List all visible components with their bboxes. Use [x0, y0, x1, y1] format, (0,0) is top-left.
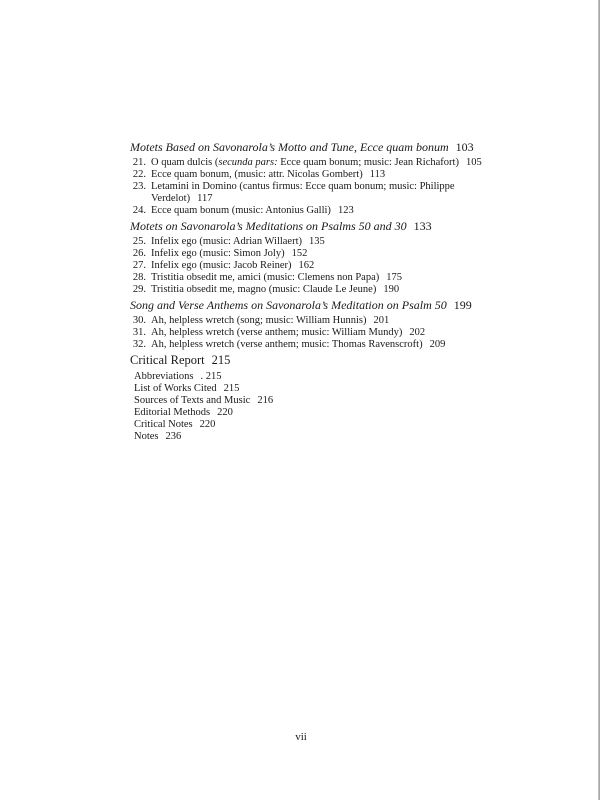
entry-page-number: 209	[429, 339, 446, 350]
entry-title: Infelix ego (music: Simon Joly)	[151, 248, 285, 259]
entry-title: Ecce quam bonum (music: Antonius Galli)	[151, 205, 331, 216]
entry-page-number: 202	[409, 327, 426, 338]
entry-title: Notes	[134, 431, 159, 442]
entry-number: 26.	[132, 248, 146, 259]
entry-page-number: 175	[386, 272, 403, 283]
entry-title: Abbreviations	[134, 371, 194, 382]
entry-page-number: 135	[309, 236, 325, 247]
entry-number: 32.	[132, 339, 146, 350]
entry-page-number: 215	[223, 383, 240, 394]
toc-entry-22	[130, 169, 530, 181]
toc-entry-29	[130, 284, 530, 296]
section-page-number: 103	[455, 140, 474, 154]
toc-entry-32	[130, 339, 530, 351]
section-heading-motets-meditations	[130, 219, 530, 234]
entry-number: 25.	[132, 236, 146, 247]
entry-title: Letamini in Domino (cantus firmus: Ecce quam bonum; music: Philippe Verdelot)	[151, 181, 455, 204]
entry-page-number: 162	[298, 260, 315, 271]
entry-title: Critical Notes	[134, 419, 193, 430]
entry-title: Ah, helpless wretch (verse anthem; music: William Mundy)	[151, 327, 403, 338]
toc-entry-abbreviations	[134, 371, 530, 383]
critical-report-entries	[130, 371, 530, 443]
entry-page-number: . 215	[200, 371, 222, 382]
section-title: Motets Based on Savonarola’s Motto and Tune, Ecce quam bonum	[130, 140, 449, 154]
entry-title: Ecce quam bonum, (music: attr. Nicolas Gombert)	[151, 169, 363, 180]
entry-page-number: 236	[165, 431, 182, 442]
entry-page-number: 113	[369, 169, 386, 180]
entry-page-number: 152	[291, 248, 308, 259]
entry-number: 22.	[132, 169, 146, 180]
entry-number: 23.	[132, 181, 146, 192]
entry-title: Sources of Texts and Music	[134, 395, 251, 406]
entry-title: Editorial Methods	[134, 407, 211, 418]
toc-entry-27	[130, 260, 530, 272]
section-heading-critical-report	[130, 353, 530, 368]
toc-entry-21	[130, 157, 530, 169]
entry-page-number: 190	[383, 284, 400, 295]
toc-entry-works-cited	[134, 383, 530, 395]
toc-entry-24	[130, 205, 530, 217]
entry-page-number: 123	[337, 205, 354, 216]
entry-title: Infelix ego (music: Adrian Willaert)	[151, 236, 303, 247]
section-title: Song and Verse Anthems on Savonarola’s Meditation on Psalm 50	[130, 298, 447, 312]
section-entries	[130, 236, 530, 296]
entry-title-part: Ecce quam bonum; music: Jean Richafort)	[277, 157, 459, 168]
entry-number: 24.	[132, 205, 146, 216]
section-page-number: 215	[211, 353, 231, 367]
entry-title	[151, 157, 459, 168]
entry-page-number: 216	[257, 395, 274, 406]
toc-entry-notes	[134, 431, 530, 443]
page-edge-shadow	[598, 0, 600, 800]
entry-title-part: O quam dulcis (	[151, 157, 219, 168]
toc-entry-sources	[134, 395, 530, 407]
entry-title: Tristitia obsedit me, amici (music: Clemens non Papa)	[151, 272, 380, 283]
entry-page-number: 105	[465, 157, 482, 168]
section-heading-motets-motto	[130, 140, 530, 155]
toc-entry-critical-notes	[134, 419, 530, 431]
section-page-number: 199	[453, 298, 472, 312]
entry-page-number: 201	[373, 315, 390, 326]
toc-entry-editorial-methods	[134, 407, 530, 419]
entry-title: List of Works Cited	[134, 383, 217, 394]
entry-title: Infelix ego (music: Jacob Reiner)	[151, 260, 292, 271]
entry-title: Ah, helpless wretch (song; music: William Hunnis)	[151, 315, 367, 326]
section-title: Critical Report	[130, 353, 205, 367]
page-folio: vii	[295, 731, 307, 743]
entry-number: 31.	[132, 327, 146, 338]
entry-number: 27.	[132, 260, 146, 271]
section-page-number: 133	[413, 219, 432, 233]
entry-title-italic: secunda pars:	[218, 157, 278, 168]
section-title: Motets on Savonarola’s Meditations on Psalms 50 and 30	[130, 219, 407, 233]
table-of-contents	[130, 140, 530, 443]
toc-entry-31	[130, 327, 530, 339]
toc-entry-30	[130, 315, 530, 327]
toc-entry-28	[130, 272, 530, 284]
entry-number: 30.	[132, 315, 146, 326]
entry-number: 21.	[132, 157, 146, 168]
section-entries	[130, 315, 530, 351]
entry-number: 28.	[132, 272, 146, 283]
entry-number: 29.	[132, 284, 146, 295]
toc-entry-23	[130, 181, 511, 205]
entry-page-number: 220	[199, 419, 216, 430]
section-entries	[130, 157, 530, 217]
entry-page-number: 220	[217, 407, 233, 418]
entry-title: Ah, helpless wretch (verse anthem; music: Thomas Ravenscroft)	[151, 339, 423, 350]
entry-page-number: 117	[197, 193, 213, 204]
section-heading-anthems	[130, 298, 530, 313]
entry-title: Tristitia obsedit me, magno (music: Claude Le Jeune)	[151, 284, 377, 295]
toc-entry-25	[130, 236, 530, 248]
toc-entry-26	[130, 248, 530, 260]
